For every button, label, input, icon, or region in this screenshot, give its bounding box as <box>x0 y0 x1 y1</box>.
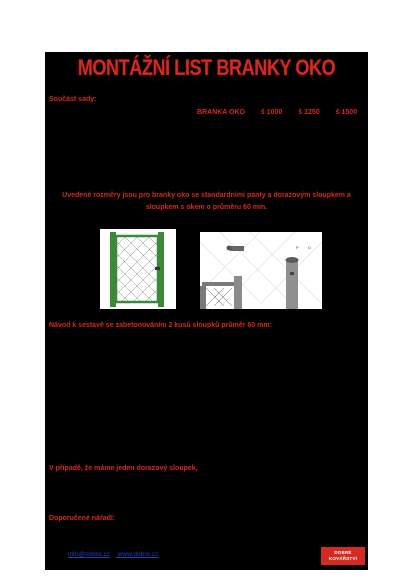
svg-text:D: D <box>308 245 311 250</box>
logo-line-2: KOVÁŘSTVÍ <box>328 556 358 561</box>
logo-line-1: DOBRÉ <box>334 550 352 555</box>
gate-size-1000: š 1000 <box>260 109 283 116</box>
gate-size-1250: š 1250 <box>298 109 320 116</box>
svg-text:P: P <box>296 245 299 250</box>
brand-logo <box>321 547 365 565</box>
gate-drawing <box>100 229 176 309</box>
info-paragraph: Uvedené rozměry jsou pro branky oko se standardními panty a dorazovým sloupkem a sloupkem s okem o průměru 60 mm. <box>62 192 351 211</box>
document-sheet <box>45 52 368 570</box>
gate-illustration <box>100 229 176 309</box>
footer-links <box>68 551 164 558</box>
gate-name: BRANKA OKO <box>197 109 245 116</box>
tools-label: Doporučené nářadí: <box>49 515 116 522</box>
gate-size-1500: š 1500 <box>335 109 358 116</box>
post-detail-illustration <box>200 232 322 309</box>
post-instructions-label: Návod k sestavě se zabetonováním 2 kusů sloupků průměr 60 mm: <box>49 322 272 329</box>
post-detail-drawing <box>200 232 322 309</box>
single-post-label: V případě, že máme jeden dorazový sloupek, <box>49 465 198 472</box>
document-title: MONTÁŽNÍ LIST BRANKY OKO <box>77 55 336 80</box>
website-link[interactable]: www.dobre.cz <box>117 551 159 558</box>
email-link[interactable]: info@dobre.cz <box>68 551 111 558</box>
gate-size-row <box>197 109 368 116</box>
parts-label: Součást sady: <box>49 96 97 103</box>
